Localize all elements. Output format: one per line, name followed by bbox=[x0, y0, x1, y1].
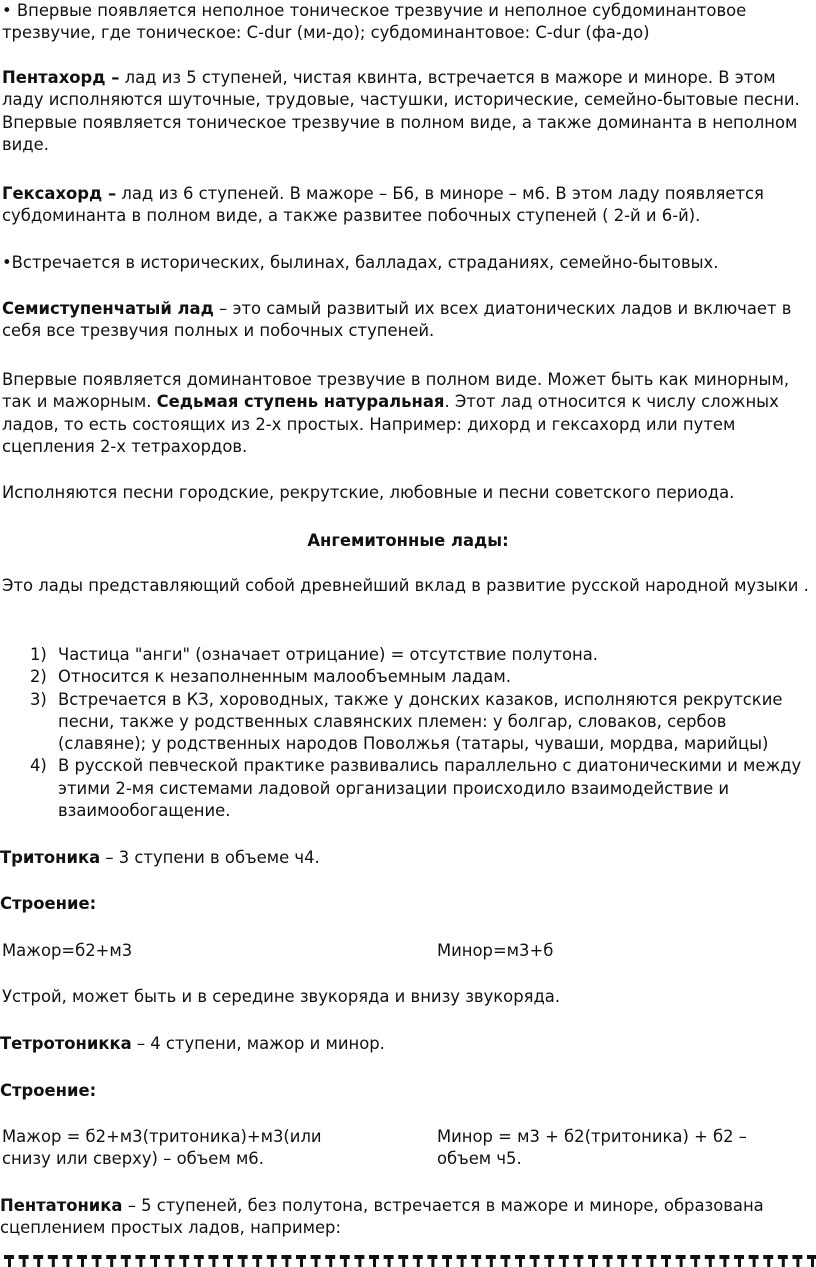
notation-glyph bbox=[617, 1255, 627, 1267]
notation-glyph bbox=[354, 1255, 364, 1267]
notation-glyph bbox=[179, 1255, 189, 1267]
notation-glyph bbox=[194, 1255, 204, 1267]
list-item bbox=[0, 689, 812, 756]
notation-glyph bbox=[676, 1255, 686, 1267]
notation-glyph bbox=[588, 1255, 598, 1267]
tritonic-paragraph bbox=[0, 847, 810, 869]
cropped-music-notation-strip bbox=[0, 1253, 816, 1267]
notation-glyph bbox=[281, 1255, 291, 1267]
notation-glyph bbox=[515, 1255, 525, 1267]
tetratonic-paragraph bbox=[0, 1033, 810, 1055]
pentachord-text: лад из 5 ступеней, чистая квинта, встречается в мажоре и миноре. В этом ладу исполняются шуточные, трудовые, частушки, исторические, семейно-бытовые песни. Впервые появляется тоническое трезвучие в полном виде, а также доминанта в неполном виде. bbox=[2, 68, 800, 154]
list-number: 4) bbox=[30, 756, 47, 776]
notation-glyph bbox=[573, 1255, 583, 1267]
notation-glyph bbox=[413, 1255, 423, 1267]
notation-glyph bbox=[252, 1255, 262, 1267]
pentatonic-text: – 5 ступеней, без полутона, встречается в мажоре и миноре, образована сцеплением простых ладов, например: bbox=[0, 1196, 764, 1238]
tetratonic-minor: Минор = м3 + б2(тритоника) + б2 – объем ч5. bbox=[437, 1127, 747, 1169]
notation-glyph bbox=[719, 1255, 729, 1267]
list-number: 1) bbox=[30, 645, 47, 664]
notation-glyph bbox=[150, 1255, 160, 1267]
tetratonic-major: Мажор = б2+м3(тритоника)+м3(или снизу или сверху) – объем м6. bbox=[2, 1127, 322, 1169]
notation-glyph bbox=[398, 1255, 408, 1267]
hexachord-text: лад из 6 ступеней. В мажоре – Б6, в миноре – м6. В этом ладу появляется субдоминанта в полном виде, а также развитее побочных ступеней ( 2-й и 6-й). bbox=[2, 184, 764, 226]
list-item bbox=[0, 644, 812, 666]
pentatonic-paragraph bbox=[0, 1195, 810, 1240]
notation-glyph bbox=[106, 1255, 116, 1267]
tritonic-term: Тритоника bbox=[0, 848, 101, 867]
tritonic-minor: Минор=м3+б bbox=[437, 941, 554, 960]
notation-glyph bbox=[238, 1255, 248, 1267]
tetratonic-term: Тетротоникка bbox=[0, 1034, 132, 1053]
notation-glyph bbox=[92, 1255, 102, 1267]
notation-glyph bbox=[77, 1255, 87, 1267]
notation-glyph bbox=[48, 1255, 58, 1267]
notation-glyph bbox=[208, 1255, 218, 1267]
notation-glyph bbox=[4, 1255, 14, 1267]
notation-glyph bbox=[62, 1255, 72, 1267]
hexachord-term: Гексахорд – bbox=[2, 184, 117, 203]
notation-glyph bbox=[442, 1255, 452, 1267]
intro-paragraph: • Впервые появляется неполное тоническое трезвучие и неполное субдоминантовое трезвучие, где тоническое: С-dur (ми-до); субдоминантовое: С-dur (фа-до) bbox=[2, 1, 747, 43]
structure-label-tetratonic: Строение: bbox=[0, 1081, 97, 1100]
notation-glyph bbox=[340, 1255, 350, 1267]
anhemitonic-heading: Ангемитонные лады: bbox=[307, 531, 509, 550]
notation-glyph bbox=[296, 1255, 306, 1267]
notation-glyph bbox=[690, 1255, 700, 1267]
notation-glyph bbox=[530, 1255, 540, 1267]
tritonic-major: Мажор=б2+м3 bbox=[2, 941, 133, 960]
notation-glyph bbox=[661, 1255, 671, 1267]
notation-glyph bbox=[559, 1255, 569, 1267]
notation-glyph bbox=[427, 1255, 437, 1267]
notation-glyph bbox=[749, 1255, 759, 1267]
notation-glyph bbox=[486, 1255, 496, 1267]
notation-glyph bbox=[471, 1255, 481, 1267]
list-item bbox=[0, 755, 812, 822]
tetratonic-text: – 4 ступени, мажор и минор. bbox=[131, 1034, 385, 1053]
notation-glyph bbox=[33, 1255, 43, 1267]
structure-label-tritonic: Строение: bbox=[0, 894, 97, 913]
songs-paragraph: Исполняются песни городские, рекрутские, любовные и песни советского периода. bbox=[2, 483, 735, 502]
seventh-step-bold: Седьмая ступень натуральная bbox=[156, 392, 445, 412]
notation-glyph bbox=[457, 1255, 467, 1267]
notation-glyph bbox=[544, 1255, 554, 1267]
pentatonic-term: Пентатоника bbox=[0, 1196, 123, 1215]
notation-glyph bbox=[500, 1255, 510, 1267]
anhemitonic-list bbox=[0, 644, 812, 822]
dominant-text-2: . Этот лад относится к числу сложных ладов, то есть состоящих из 2-х простых. Например: дихорд и гексахорд или путем сцепления 2-х тетрахордов. bbox=[2, 392, 779, 456]
notation-glyph bbox=[165, 1255, 175, 1267]
notation-glyph bbox=[267, 1255, 277, 1267]
dominant-text-1: Впервые появляется доминантовое трезвучие в полном виде. Может быть как минорным, так и мажорным. bbox=[2, 370, 790, 412]
list-item bbox=[0, 666, 812, 688]
notation-glyph bbox=[705, 1255, 715, 1267]
notation-glyph bbox=[646, 1255, 656, 1267]
notation-glyph bbox=[603, 1255, 613, 1267]
notation-glyph bbox=[121, 1255, 131, 1267]
list-number: 3) bbox=[30, 689, 47, 709]
seven-step-text: – это самый развитый их всех диатонических ладов и включает в себя все трезвучия полных и побочных ступеней. bbox=[2, 299, 792, 341]
dominant-paragraph bbox=[2, 369, 812, 458]
pentachord-term: Пентахорд – bbox=[2, 68, 120, 87]
notation-glyph bbox=[778, 1255, 788, 1267]
notation-glyph bbox=[311, 1255, 321, 1267]
list-text: Встречается в КЗ, хороводных, также у донских казаков, исполняются рекрутские песни, также у родственных славянских племен: у болгар, словаков, сербов (славяне); у родственных народов Поволжья (татары, чуваши, мордва, марийцы) bbox=[58, 689, 783, 754]
notation-glyph bbox=[369, 1255, 379, 1267]
genres-bullet: •Встречается в исторических, былинах, балладах, страданиях, семейно-бытовых. bbox=[2, 253, 719, 272]
list-text: В русской певческой практике развивались параллельно с диатоническими и между этими 2-мя системами ладовой организации происходило взаимодействие и взаимообогащение. bbox=[58, 756, 802, 821]
anhemitonic-intro: Это лады представляющий собой древнейший вклад в развитие русской народной музыки . bbox=[2, 576, 809, 595]
hexachord-paragraph bbox=[2, 183, 812, 228]
notation-glyph bbox=[632, 1255, 642, 1267]
notation-glyph bbox=[19, 1255, 29, 1267]
seven-step-term: Семиступенчатый лад bbox=[2, 299, 214, 318]
notation-glyph bbox=[223, 1255, 233, 1267]
notation-glyph bbox=[792, 1255, 802, 1267]
notation-glyph bbox=[807, 1255, 816, 1267]
notation-glyph bbox=[734, 1255, 744, 1267]
pentachord-paragraph bbox=[2, 67, 812, 156]
list-text: Относится к незаполненным малообъемным ладам. bbox=[58, 667, 511, 687]
tritonic-text: – 3 ступени в объеме ч4. bbox=[100, 848, 320, 867]
notation-glyph bbox=[763, 1255, 773, 1267]
notation-glyph bbox=[325, 1255, 335, 1267]
list-number: 2) bbox=[30, 667, 47, 687]
notation-glyph bbox=[135, 1255, 145, 1267]
notation-glyph bbox=[384, 1255, 394, 1267]
tritonic-note: Устрой, может быть и в середине звукоряда и внизу звукоряда. bbox=[2, 987, 561, 1006]
list-text: Частица "анги" (означает отрицание) = отсутствие полутона. bbox=[58, 645, 598, 664]
seven-step-paragraph bbox=[2, 298, 812, 343]
